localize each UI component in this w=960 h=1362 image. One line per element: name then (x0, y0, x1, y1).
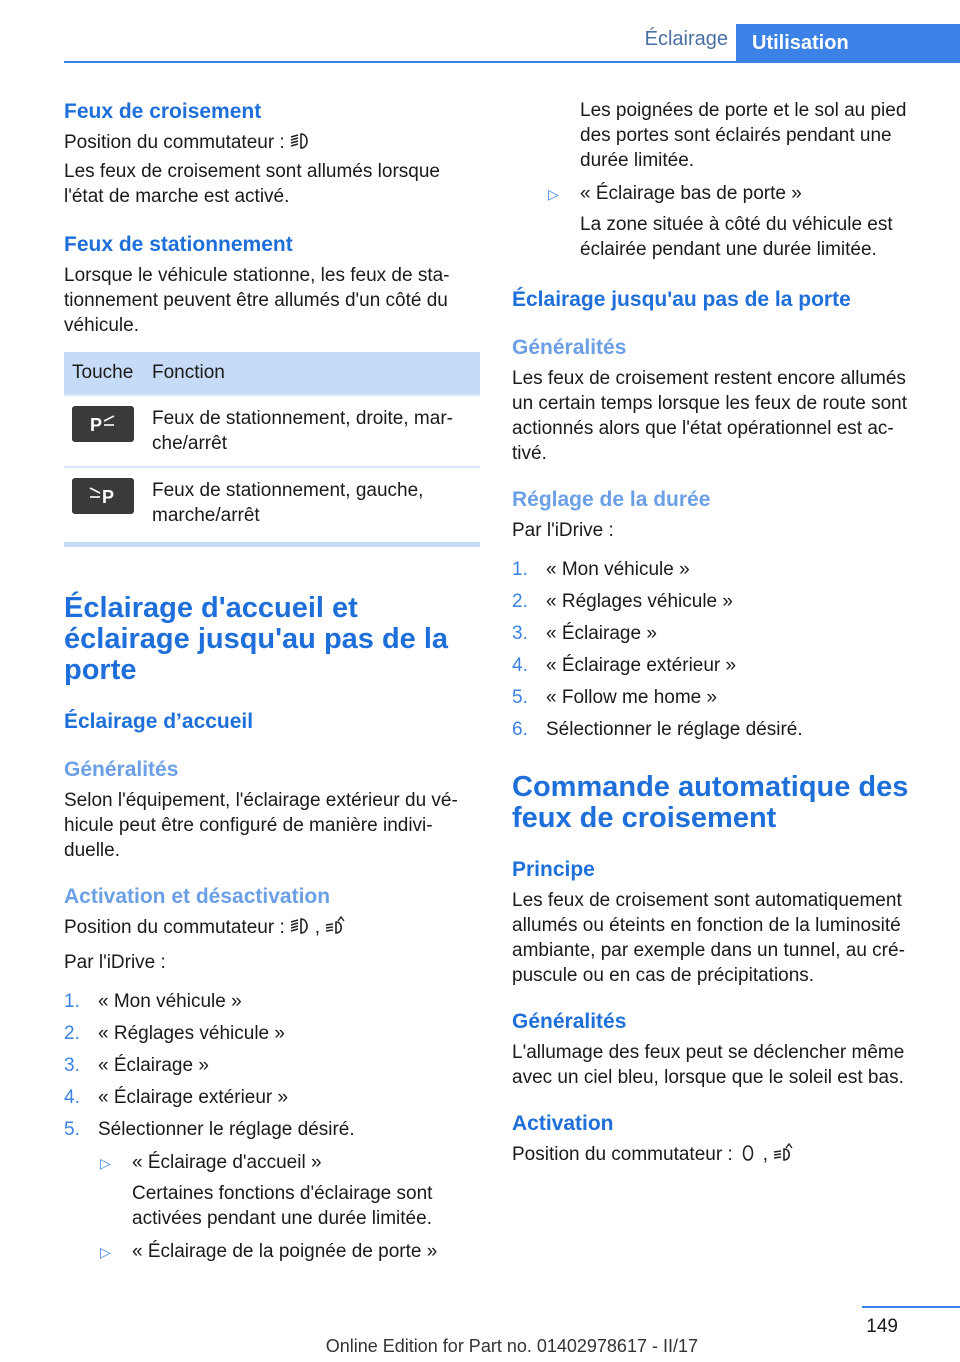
header-section: Éclairage (644, 28, 728, 50)
heading-activation: Activation et désactivation (64, 885, 331, 908)
table-header-key: Touche (64, 352, 144, 395)
low-beam-icon (289, 131, 311, 151)
list-item: 1. « Mon véhicule » (64, 991, 242, 1012)
heading-general: Généralités (64, 758, 179, 781)
edition-note: Online Edition for Part no. 01402978617 - II/17 (325, 1336, 698, 1356)
list-item: 5. Sélectionner le réglage désiré. ▷ « Éclairage d'accueil » Certaines fonctions d'éclairage sont activées pendant une durée limitée. ▷ « Éclairage de la poignée de porte » (64, 1117, 480, 1264)
welcome-switch-line: Position du commutateur : , (64, 915, 480, 940)
parking-light-left-key-icon (72, 478, 134, 514)
doorstep-general-text: Les feux de croisement restent encore allumés un certain temps lorsque les feux de route sont actionnés alors que l'état opérationnel est ac-tivé. (512, 368, 908, 464)
list-item: ▷ « Éclairage de la poignée de porte » (100, 1241, 438, 1262)
table-row (64, 395, 480, 467)
list-item: ▷ « Éclairage bas de porte » La zone située à côté du véhicule est éclairée pendant une durée limitée. (548, 183, 893, 260)
heading-parking-lights: Feux de stationnement (64, 233, 293, 256)
heading-doorstep-light: Éclairage jusqu'au pas de la porte (512, 288, 851, 311)
right-column (512, 98, 928, 1167)
low-beam-switch-line: Position du commutateur : (64, 130, 480, 155)
auto-general-text: L'allumage des feux peut se déclencher même avec un ciel bleu, lorsque que le soleil est bas. (512, 1042, 905, 1088)
low-beam-text: Les feux de croisement sont allumés lorsque l'état de marche est activé. (64, 161, 440, 207)
list-item: 6. Sélectionner le réglage désiré. (512, 719, 803, 740)
idrive-label: Par l'iDrive : (64, 952, 166, 973)
list-item: 1. « Mon véhicule » (512, 559, 690, 580)
table-cell-function: Feux de stationnement, gauche, marche/arrêt (144, 467, 480, 545)
parking-lights-text: Lorsque le véhicule stationne, les feux de sta-tionnement peuvent être allumés d'un côté du véhicule. (64, 265, 450, 336)
list-item: 4. « Éclairage extérieur » (512, 655, 737, 676)
door-substeps-list (546, 181, 928, 262)
table-header-row (64, 352, 480, 395)
list-item: ▷ « Éclairage d'accueil » Certaines fonctions d'éclairage sont activées pendant une durée limitée. (100, 1152, 433, 1229)
heading-auto-low-beam: Commande automatique des feux de croisement (512, 771, 909, 834)
door-handle-continued-text: Les poignées de porte et le sol au pied des portes sont éclairés pendant une durée limitée. (580, 100, 907, 171)
welcome-steps-list (64, 989, 480, 1264)
idrive-label: Par l'iDrive : (512, 520, 614, 541)
heading-welcome-lights: Éclairage d'accueil et éclairage jusqu'au pas de la porte (64, 592, 449, 686)
footer-rule (862, 1306, 960, 1308)
svg-text:P: P (90, 415, 103, 435)
heading-welcome-light: Éclairage d’accueil (64, 710, 254, 733)
principle-text: Les feux de croisement sont automatiquement allumés ou éteints en fonction de la luminosité ambiante, par exemple dans un tunnel, au cré-puscule ou en cas de précipitations. (512, 890, 905, 986)
welcome-general-text: Selon l'équipement, l'éclairage extérieur du vé-hicule peut être configuré de manière indivi-duelle. (64, 790, 458, 861)
low-beam-icon (289, 916, 311, 936)
auto-switch-line: Position du commutateur : , (512, 1142, 928, 1167)
heading-duration: Réglage de la durée (512, 488, 711, 511)
header-chapter-tab: Utilisation (736, 24, 960, 62)
table-row (64, 467, 480, 545)
page-number: 149 (866, 1316, 898, 1337)
table-cell-function: Feux de stationnement, droite, mar-che/arrêt (144, 395, 480, 467)
list-item: 5. « Follow me home » (512, 687, 718, 708)
list-item: 3. « Éclairage » (512, 623, 657, 644)
welcome-substeps-list (98, 1150, 480, 1264)
list-item: 2. « Réglages véhicule » (64, 1023, 285, 1044)
list-item: 3. « Éclairage » (64, 1055, 209, 1076)
table-header-function: Fonction (144, 352, 480, 395)
auto-headlight-icon (324, 916, 346, 936)
parking-lights-table (64, 352, 480, 547)
header-rule (64, 61, 960, 63)
heading-low-beam: Feux de croisement (64, 100, 262, 123)
heading-principle: Principe (512, 858, 595, 881)
auto-headlight-icon (772, 1143, 794, 1163)
list-item: 4. « Éclairage extérieur » (64, 1087, 289, 1108)
heading-general: Généralités (512, 336, 627, 359)
light-off-icon (737, 1143, 759, 1163)
svg-text:P: P (102, 487, 115, 507)
left-column (64, 98, 480, 1272)
parking-light-right-key-icon (72, 406, 134, 442)
duration-steps-list (512, 557, 928, 742)
heading-activation: Activation (512, 1112, 614, 1135)
heading-general: Généralités (512, 1010, 627, 1033)
list-item: 2. « Réglages véhicule » (512, 591, 733, 612)
